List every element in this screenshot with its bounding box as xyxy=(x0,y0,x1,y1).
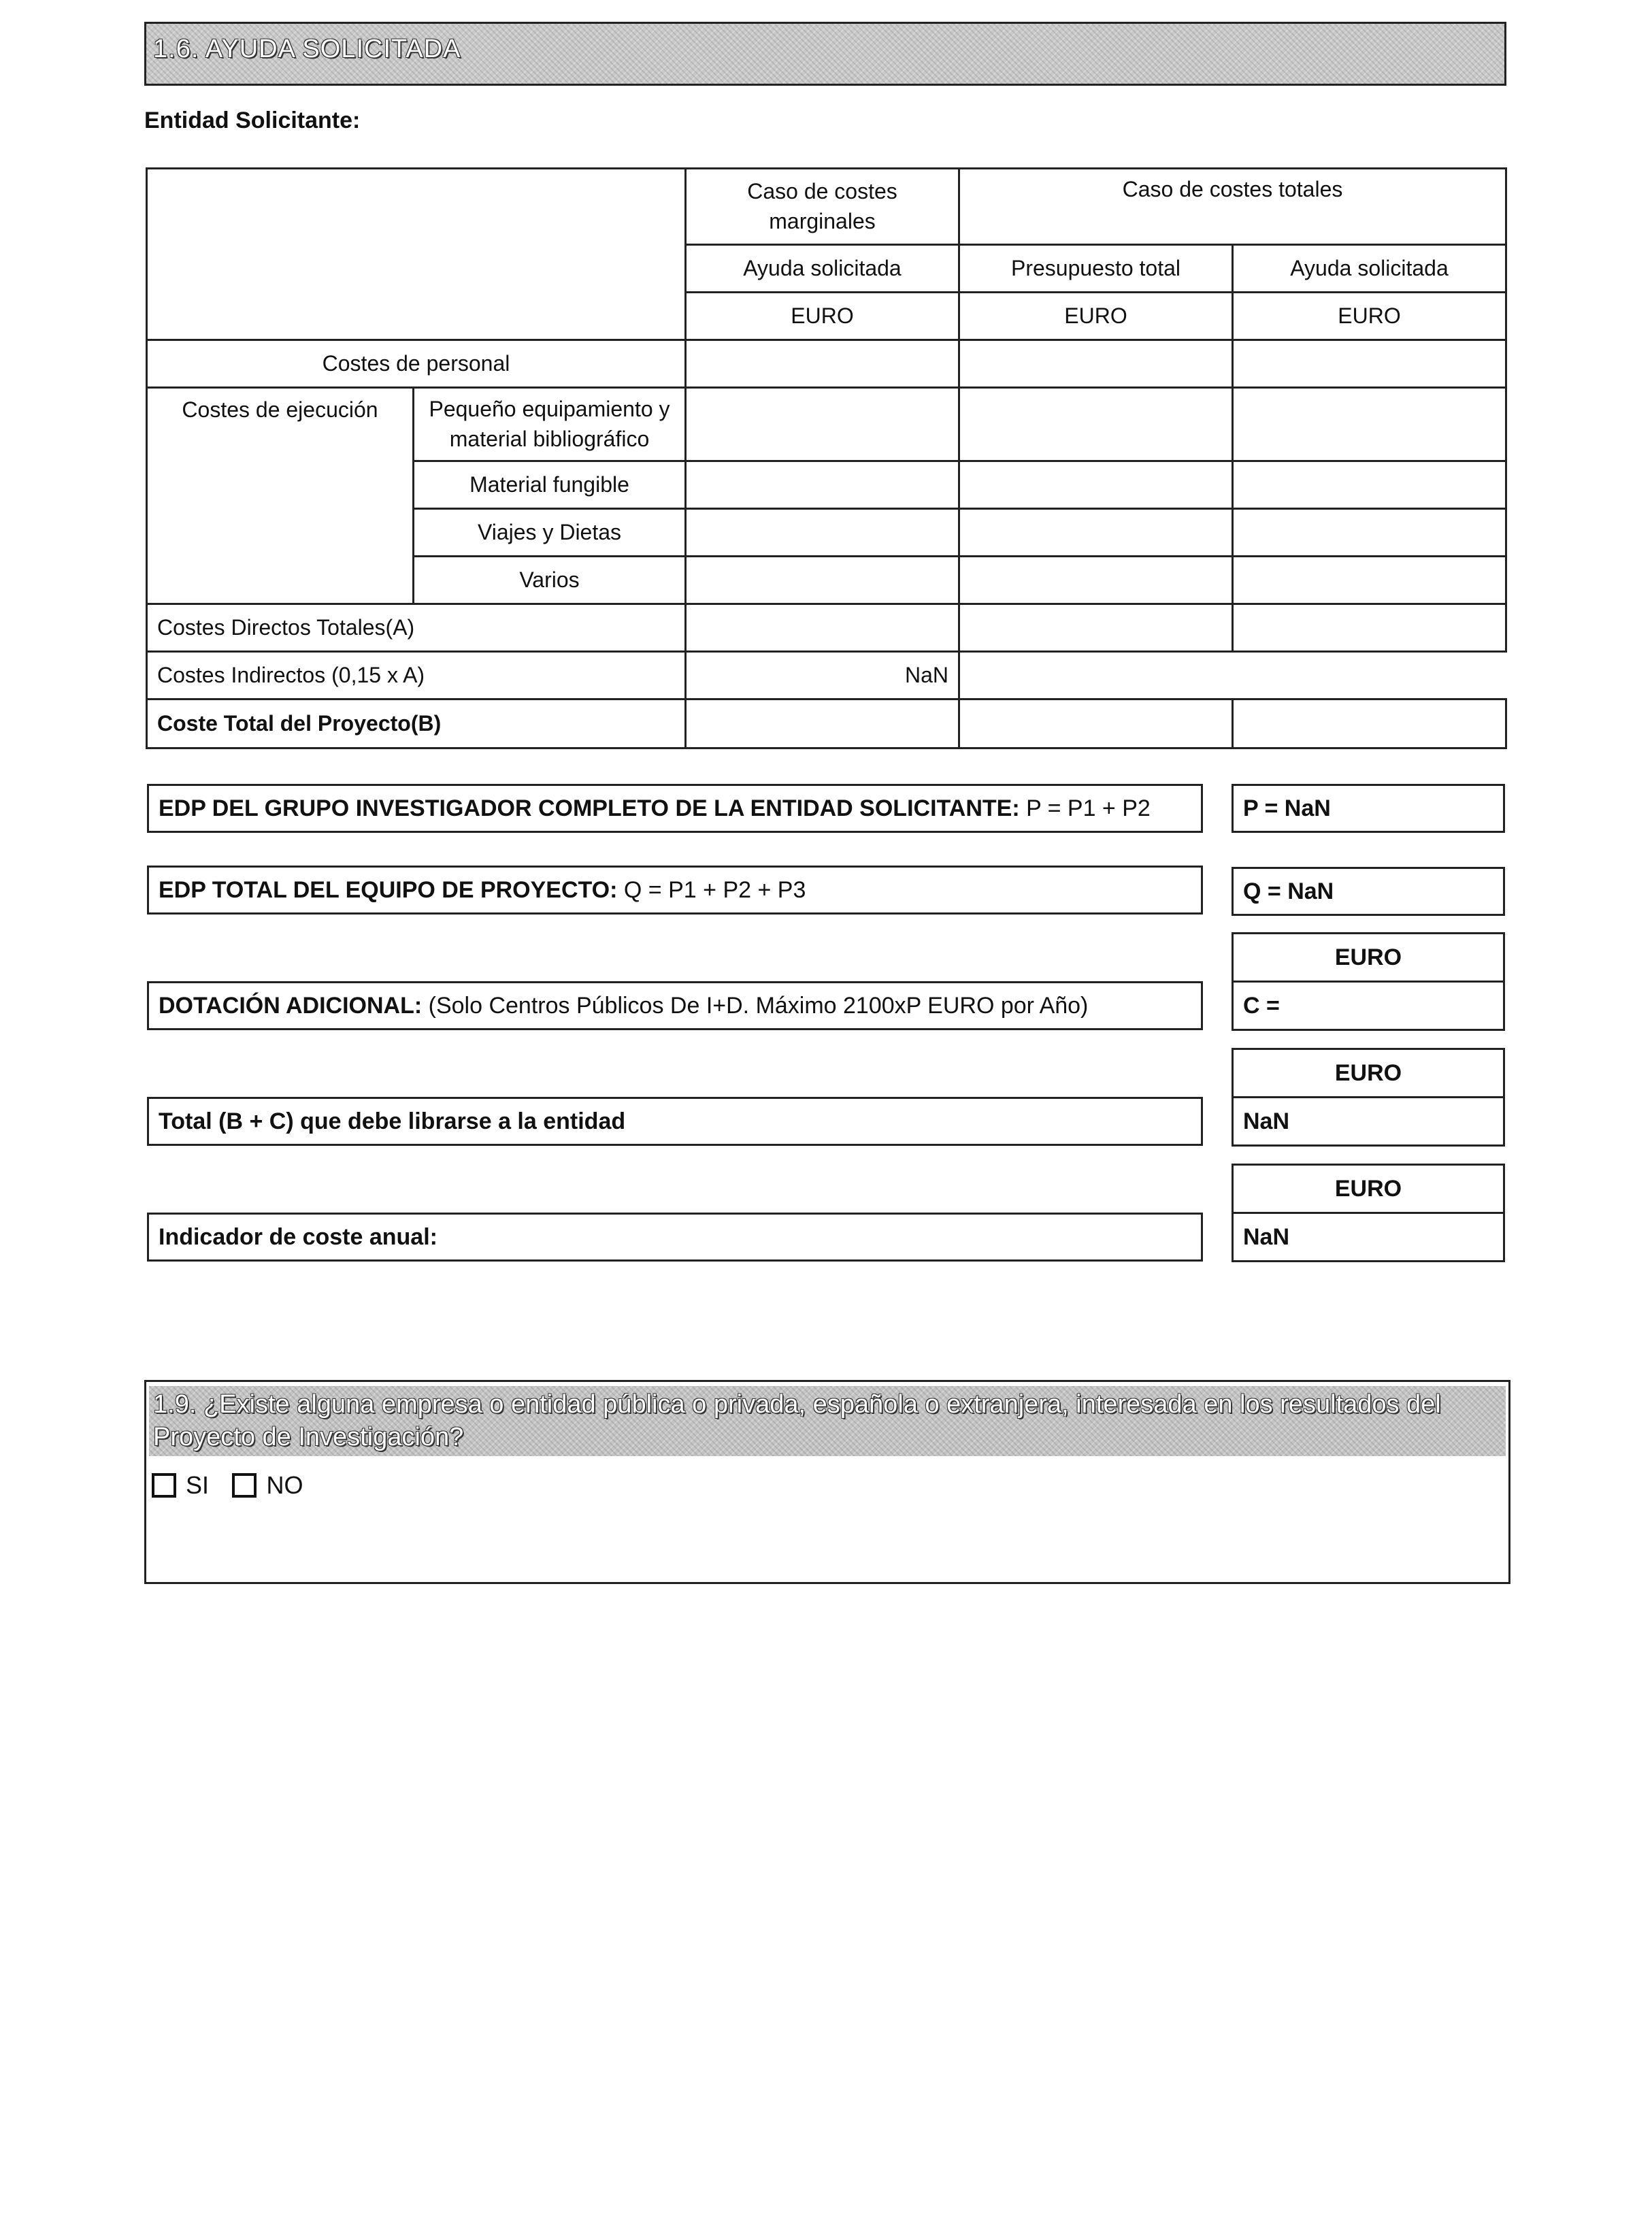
empty-header-cell xyxy=(147,169,686,340)
edp-total-formula: Q = P1 + P2 + P3 xyxy=(617,876,806,903)
dotacion-value-text: C = xyxy=(1243,992,1280,1019)
header-marginales: Caso de costes marginales xyxy=(686,169,959,245)
total-bc-euro-text: EURO xyxy=(1334,1059,1402,1086)
input-personal-marginal[interactable] xyxy=(686,340,959,388)
indicador-box xyxy=(147,1213,1203,1262)
input-directos-presupuesto[interactable] xyxy=(959,604,1233,652)
section-19-box xyxy=(144,1380,1510,1584)
row-varios: Varios xyxy=(414,557,686,604)
option-no[interactable] xyxy=(232,1471,303,1500)
input-viajes-marginal[interactable] xyxy=(686,509,959,557)
dotacion-euro-header xyxy=(1232,932,1505,983)
option-si-label: SI xyxy=(186,1471,210,1499)
section-16-banner xyxy=(144,22,1506,86)
option-si[interactable] xyxy=(152,1471,209,1500)
input-total-presupuesto[interactable] xyxy=(959,699,1233,748)
edp-grupo-value-text: P = NaN xyxy=(1243,795,1331,821)
input-varios-presupuesto[interactable] xyxy=(959,557,1233,604)
input-varios-ayuda[interactable] xyxy=(1233,557,1506,604)
costes-indirectos-value: NaN xyxy=(686,652,959,699)
header-ayuda-solicitada-marginal: Ayuda solicitada xyxy=(686,245,959,293)
edp-total-value-text: Q = NaN xyxy=(1243,878,1334,904)
input-total-ayuda[interactable] xyxy=(1233,699,1506,748)
section-19-title: 1.9. ¿Existe alguna empresa o entidad pública o privada, española o extranjera, interesada en los resultados del Proyecto de Investigación? xyxy=(153,1390,1441,1451)
indirectos-blank xyxy=(959,652,1506,699)
indicador-euro-text: EURO xyxy=(1334,1175,1402,1202)
input-pequeno-marginal[interactable] xyxy=(686,388,959,461)
header-presupuesto-total: Presupuesto total xyxy=(959,245,1233,293)
total-bc-value-text: NaN xyxy=(1243,1108,1290,1134)
input-varios-marginal[interactable] xyxy=(686,557,959,604)
section-19-options xyxy=(146,1456,1508,1516)
input-fungible-presupuesto[interactable] xyxy=(959,461,1233,509)
budget-table xyxy=(146,167,1507,749)
row-costes-directos: Costes Directos Totales(A) xyxy=(147,604,686,652)
dotacion-value[interactable] xyxy=(1232,981,1505,1031)
input-directos-ayuda[interactable] xyxy=(1233,604,1506,652)
total-bc-label: Total (B + C) que debe librarse a la entidad xyxy=(159,1108,626,1134)
indicador-euro-header xyxy=(1232,1164,1505,1214)
dotacion-label: DOTACIÓN ADICIONAL: xyxy=(159,992,423,1019)
total-bc-value[interactable] xyxy=(1232,1096,1505,1147)
row-coste-total: Coste Total del Proyecto(B) xyxy=(147,699,686,748)
edp-grupo-formula: P = P1 + P2 xyxy=(1019,795,1151,821)
edp-total-label: EDP TOTAL DEL EQUIPO DE PROYECTO: xyxy=(159,876,618,903)
edp-grupo-label: EDP DEL GRUPO INVESTIGADOR COMPLETO DE LA ENTIDAD SOLICITANTE: xyxy=(159,795,1020,821)
header-ayuda-solicitada-total: Ayuda solicitada xyxy=(1233,245,1506,293)
input-fungible-ayuda[interactable] xyxy=(1233,461,1506,509)
input-fungible-marginal[interactable] xyxy=(686,461,959,509)
section-19-banner xyxy=(149,1386,1506,1456)
checkbox-si[interactable] xyxy=(152,1473,176,1498)
section-16-title: 1.6. AYUDA SOLICITADA xyxy=(153,35,461,63)
entidad-solicitante-label: Entidad Solicitante: xyxy=(144,108,361,133)
edp-total-value[interactable] xyxy=(1232,867,1505,916)
row-costes-indirectos: Costes Indirectos (0,15 x A) xyxy=(147,652,686,699)
dotacion-euro-text: EURO xyxy=(1334,944,1402,970)
euro-unit-3: EURO xyxy=(1233,293,1506,340)
row-pequeno-equipamiento: Pequeño equipamiento y material bibliográfico xyxy=(414,388,686,461)
indicador-value[interactable] xyxy=(1232,1212,1505,1262)
dotacion-box xyxy=(147,981,1203,1030)
euro-unit-2: EURO xyxy=(959,293,1233,340)
total-bc-box xyxy=(147,1097,1203,1146)
checkbox-no[interactable] xyxy=(232,1473,257,1498)
row-costes-personal: Costes de personal xyxy=(147,340,686,388)
row-costes-ejecucion: Costes de ejecución xyxy=(147,388,414,604)
euro-unit-1: EURO xyxy=(686,293,959,340)
edp-grupo-value[interactable] xyxy=(1232,784,1505,833)
header-totales: Caso de costes totales xyxy=(959,169,1506,245)
input-total-marginal[interactable] xyxy=(686,699,959,748)
indicador-value-text: NaN xyxy=(1243,1223,1290,1250)
edp-grupo-box xyxy=(147,784,1203,833)
input-pequeno-ayuda[interactable] xyxy=(1233,388,1506,461)
edp-total-box xyxy=(147,866,1203,915)
input-personal-presupuesto[interactable] xyxy=(959,340,1233,388)
option-no-label: NO xyxy=(266,1471,303,1499)
input-directos-marginal[interactable] xyxy=(686,604,959,652)
row-viajes-dietas: Viajes y Dietas xyxy=(414,509,686,557)
total-bc-euro-header xyxy=(1232,1048,1505,1098)
input-personal-ayuda[interactable] xyxy=(1233,340,1506,388)
input-viajes-ayuda[interactable] xyxy=(1233,509,1506,557)
row-material-fungible: Material fungible xyxy=(414,461,686,509)
input-viajes-presupuesto[interactable] xyxy=(959,509,1233,557)
indicador-label: Indicador de coste anual: xyxy=(159,1223,437,1250)
input-pequeno-presupuesto[interactable] xyxy=(959,388,1233,461)
dotacion-detail: (Solo Centros Públicos De I+D. Máximo 2100xP EURO por Año) xyxy=(422,992,1089,1019)
